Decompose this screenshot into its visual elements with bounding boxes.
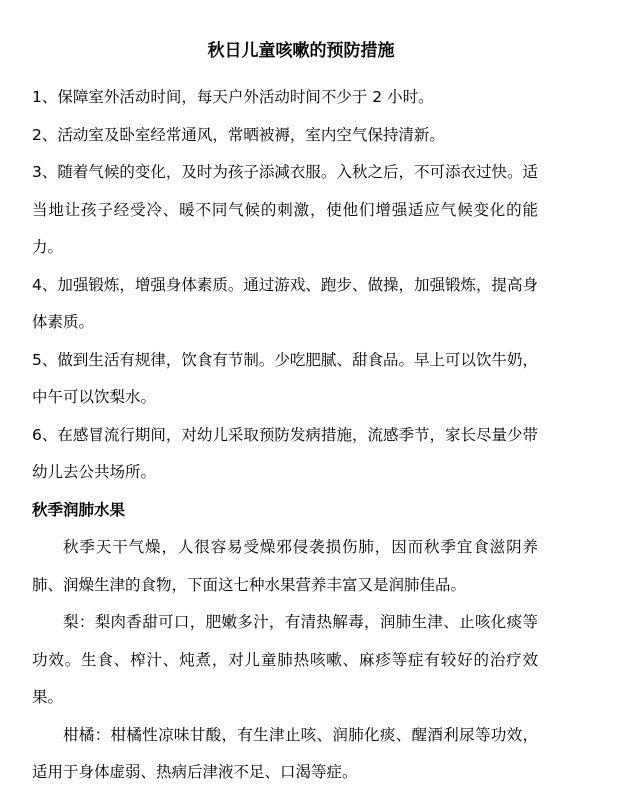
list-item: 1、保障室外活动时间，每天户外活动时间不少于 2 小时。 <box>32 88 434 106</box>
section-paragraph: 柑橘：柑橘性凉味甘酸，有生津止咳、润肺化痰、醒酒利尿等功效，适用于身体虚弱、热病后津液不足、口渴等症。 <box>32 725 538 781</box>
section-heading: 秋季润肺水果 <box>32 500 126 519</box>
section-paragraph: 梨：梨肉香甜可口，肥嫩多汁，有清热解毒，润肺生津、止咳化痰等功效。生食、榨汁、炖煮，对儿童肺热咳嗽、麻疹等症有较好的治疗效果。 <box>32 613 538 706</box>
list-item: 4、加强锻炼，增强身体素质。通过游戏、跑步、做操，加强锻炼，提高身体素质。 <box>32 275 538 331</box>
document-title: 秋日儿童咳嗽的预防措施 <box>207 41 395 61</box>
section-paragraph: 秋季天干气燥，人很容易受燥邪侵袭损伤肺，因而秋季宜食滋阴养肺、润燥生津的食物，下面这七种水果营养丰富又是润肺佳品。 <box>32 538 538 594</box>
document-body <box>32 38 538 792</box>
list-item: 3、随着气候的变化，及时为孩子添减衣服。入秋之后，不可添衣过快。适当地让孩子经受冷、暖不同气候的刺激，使他们增强适应气候变化的能力。 <box>32 163 538 256</box>
list-item: 2、活动室及卧室经常通风，常晒被褥，室内空气保持清新。 <box>32 125 445 144</box>
list-item: 6、在感冒流行期间，对幼儿采取预防发病措施，流感季节，家长尽量少带幼儿去公共场所。 <box>32 425 538 481</box>
list-item: 5、做到生活有规律，饮食有节制。少吃肥腻、甜食品。早上可以饮牛奶，中午可以饮梨水。 <box>32 350 538 406</box>
